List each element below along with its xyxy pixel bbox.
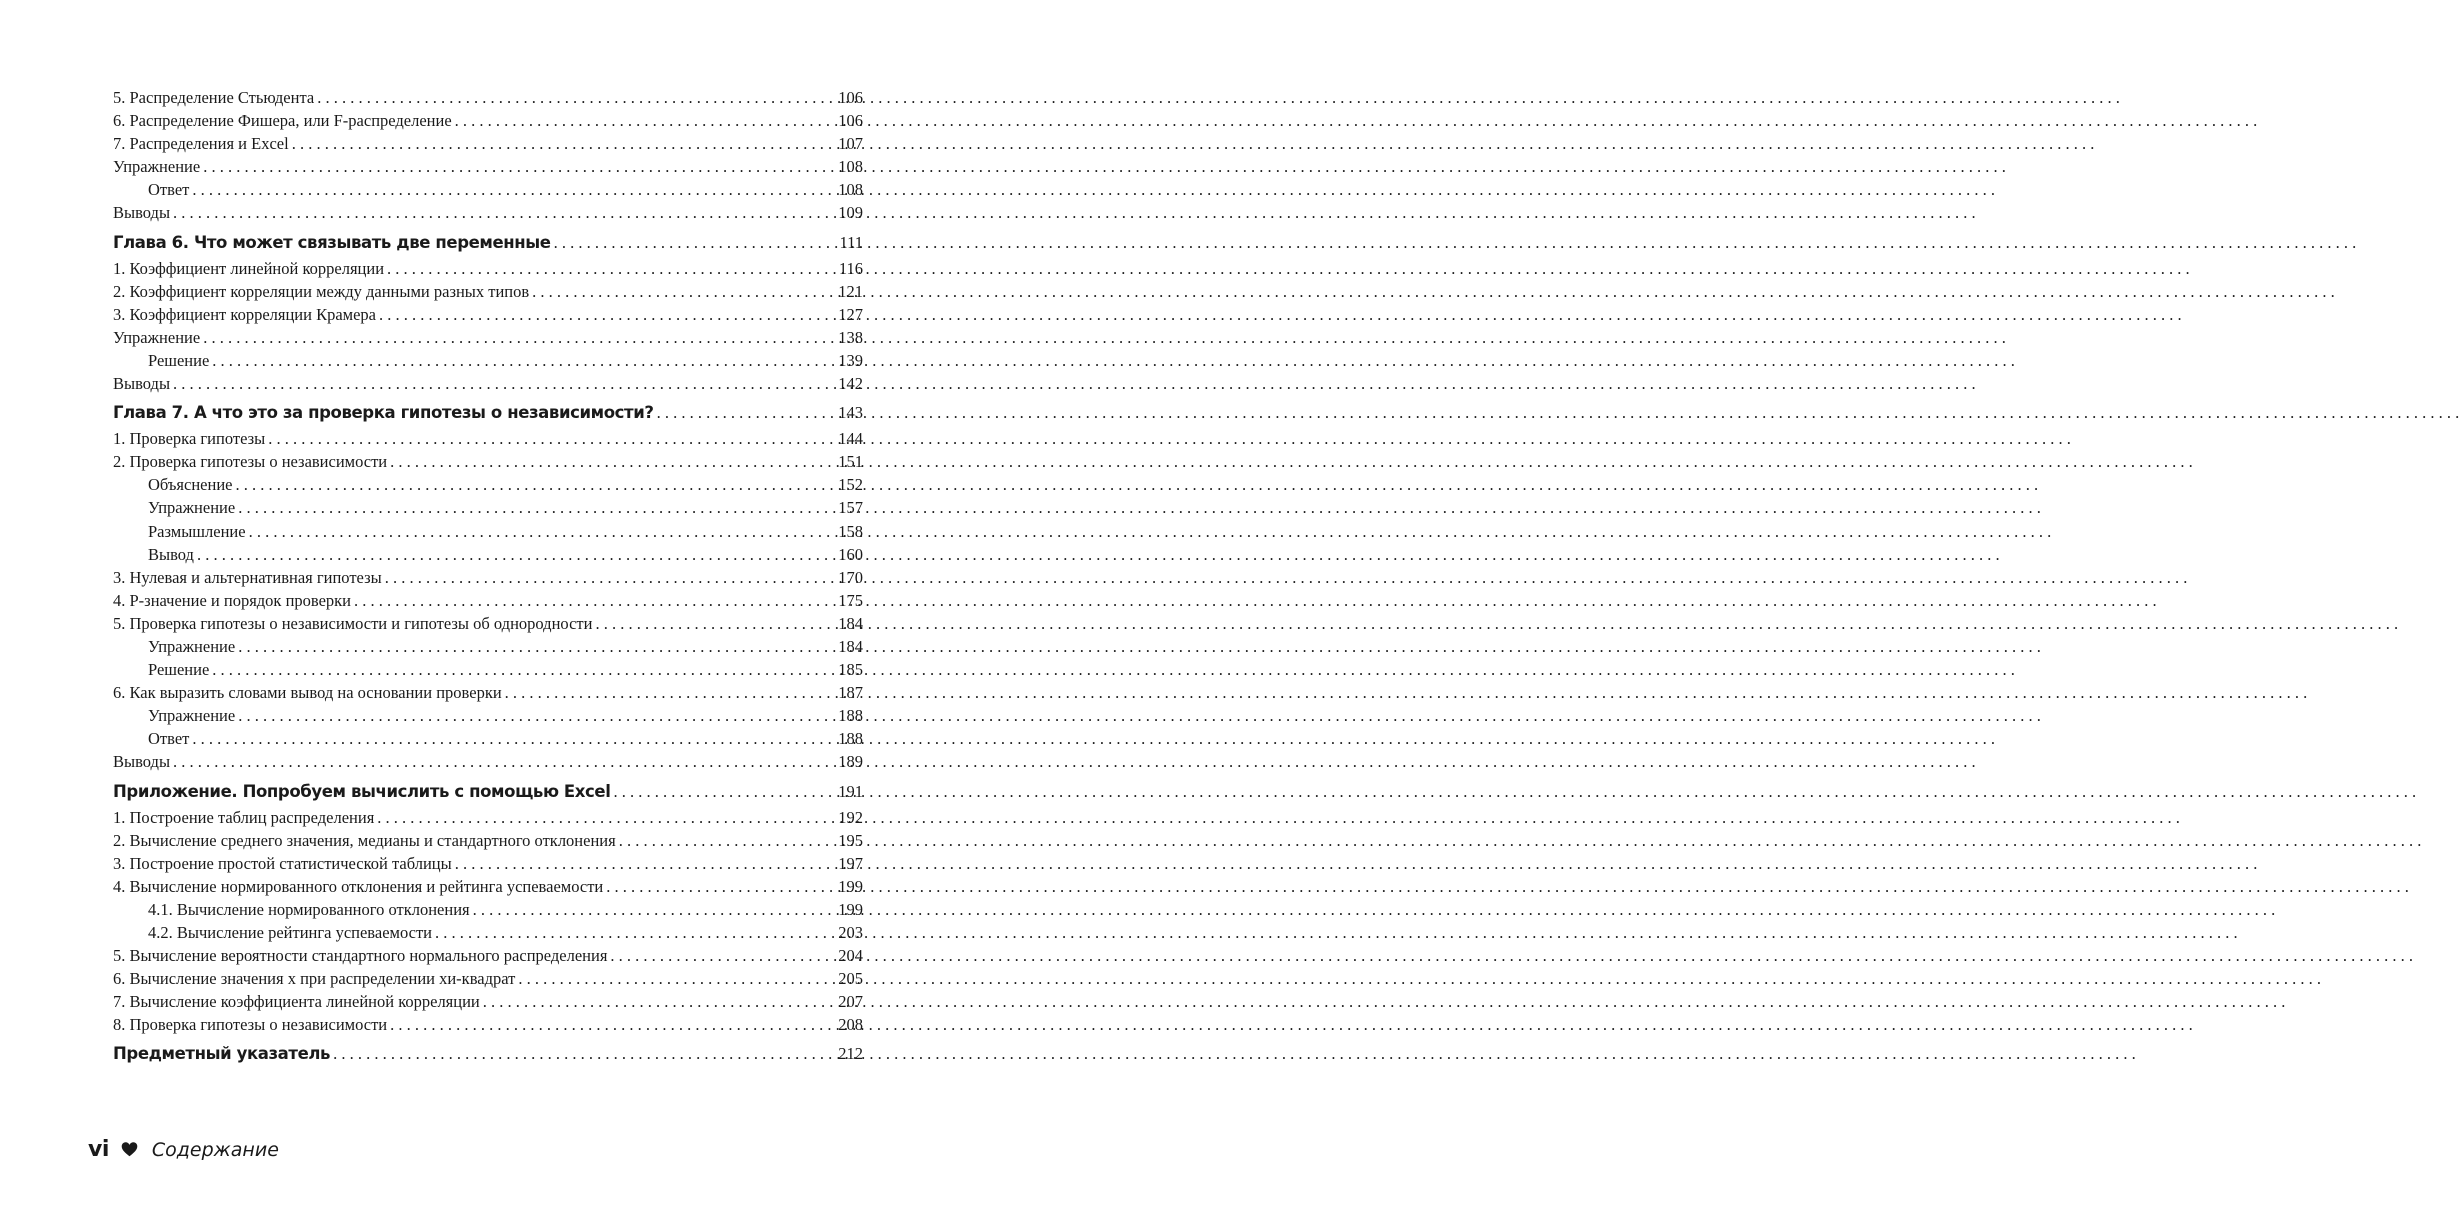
toc-dot-leader	[170, 372, 836, 395]
toc-entry-title: 4. Вычисление нормированного отклонения и рейтинга успеваемости	[113, 876, 604, 896]
toc-entry-title: Упражнение	[148, 636, 236, 656]
section-name: Содержание	[151, 1138, 279, 1161]
toc-entry-page: 151	[838, 452, 863, 472]
toc-entry	[113, 372, 863, 395]
toc-dot-leader	[387, 450, 836, 473]
toc-entry-page: 106	[838, 88, 863, 107]
toc-entry-title: Предметный указатель	[113, 1044, 331, 1064]
toc-entry-page: 107	[838, 134, 863, 154]
toc-entry-page: 108	[838, 157, 863, 177]
toc-entry-title: Приложение. Попробуем вычислить с помощью Excel	[113, 781, 611, 801]
toc-entry	[113, 944, 863, 967]
toc-dot-leader	[470, 898, 837, 921]
toc-entry-title: Упражнение	[113, 327, 201, 347]
toc-dot-leader	[515, 967, 836, 990]
toc-dot-leader	[189, 727, 836, 750]
toc-entry-title: Выводы	[113, 374, 171, 394]
toc-entry-title: 8. Проверка гипотезы о независимости	[113, 1015, 388, 1035]
toc-entry	[113, 566, 863, 589]
toc-entry	[113, 201, 863, 224]
toc-dot-leader	[209, 349, 836, 372]
toc-entry-title: Упражнение	[148, 498, 236, 518]
toc-entry-title: Глава 6. Что может связывать две переменные	[113, 232, 551, 252]
toc-entry	[113, 704, 863, 727]
toc-dot-leader	[603, 875, 836, 898]
toc-dot-leader	[452, 109, 837, 132]
toc-chapter-heading	[113, 777, 863, 806]
toc-dot-leader	[592, 612, 836, 635]
toc-dot-leader	[232, 473, 836, 496]
toc-entry-page: 192	[838, 807, 863, 827]
toc-entry-title: Вывод	[148, 544, 194, 564]
toc-entry-title: Упражнение	[148, 706, 236, 726]
toc-entry	[113, 658, 863, 681]
toc-dot-leader	[209, 658, 836, 681]
toc-entry	[113, 86, 863, 109]
toc-entry-title: 6. Как выразить словами вывод на основании проверки	[113, 683, 502, 703]
toc-entry	[113, 990, 863, 1013]
toc-dot-leader	[265, 427, 836, 450]
toc-entry	[113, 589, 863, 612]
toc-entry-title: 3. Коэффициент корреляции Крамера	[113, 304, 376, 324]
toc-entry-title: 2. Проверка гипотезы о независимости	[113, 452, 388, 472]
toc-entry-title: Упражнение	[113, 157, 201, 177]
page-number: vi	[88, 1137, 109, 1162]
toc-entry	[113, 681, 863, 704]
toc-dot-leader	[330, 1039, 836, 1068]
toc-entry-title: Объяснение	[148, 475, 233, 495]
toc-dot-leader	[654, 398, 837, 427]
toc-entry-title: 6. Распределение Фишера, или F-распределение	[113, 111, 452, 131]
toc-entry-title: 1. Построение таблиц распределения	[113, 807, 375, 827]
toc-entry-title: 5. Вычисление вероятности стандартного нормального распределения	[113, 946, 608, 966]
toc-dot-leader	[351, 589, 836, 612]
toc-entry	[113, 806, 863, 829]
toc-entry	[113, 155, 863, 178]
toc-entry-page: 138	[838, 327, 863, 347]
toc-entry-title: 7. Вычисление коэффициента линейной корреляции	[113, 992, 480, 1012]
page-footer	[88, 1137, 279, 1162]
toc-dot-leader	[200, 155, 836, 178]
heart-icon	[121, 1141, 138, 1158]
toc-entry-page: 106	[838, 111, 863, 131]
toc-entry-title: 2. Вычисление среднего значения, медианы и стандартного отклонения	[113, 830, 616, 850]
toc-entry	[113, 543, 863, 566]
toc-dot-leader	[200, 326, 836, 349]
toc-entry-title: 5. Распределение Стьюдента	[113, 88, 315, 107]
toc-entry-title: Глава 7. А что это за проверка гипотезы о независимости?	[113, 403, 654, 423]
toc-entry-page: 157	[838, 498, 863, 518]
toc-entry	[113, 875, 863, 898]
toc-entry-page: 199	[838, 876, 863, 896]
toc-entry-title: 4. P-значение и порядок проверки	[113, 590, 352, 610]
toc-entry-title: 2. Коэффициент корреляции между данными разных типов	[113, 281, 530, 301]
toc-entry-title: Выводы	[113, 203, 171, 223]
toc-entry-page: 108	[838, 180, 863, 200]
toc-dot-leader	[502, 681, 837, 704]
toc-entry	[113, 829, 863, 852]
toc-entry	[113, 750, 863, 773]
toc-entry	[113, 349, 863, 372]
toc-dot-leader	[246, 520, 837, 543]
toc-chapter-heading	[113, 398, 863, 427]
toc-entry-title: 1. Проверка гипотезы	[113, 429, 266, 449]
toc-entry	[113, 852, 863, 875]
toc-dot-leader	[376, 303, 836, 326]
toc-entry-page: 143	[838, 403, 863, 423]
toc-entry	[113, 1013, 863, 1036]
toc-entry-title: 4.1. Вычисление нормированного отклонения	[148, 899, 470, 919]
toc-entry-page: 199	[838, 899, 863, 919]
toc-entry	[113, 178, 863, 201]
toc-entry-title: Ответ	[148, 729, 190, 749]
toc-chapter-heading	[113, 228, 863, 257]
toc-entry-page: 205	[838, 969, 863, 989]
toc-entry-title: 6. Вычисление значения x при распределении хи-квадрат	[113, 969, 516, 989]
toc-dot-leader	[480, 990, 836, 1013]
toc-entry-page: 170	[838, 567, 863, 587]
toc-entry-page: 197	[838, 853, 863, 873]
toc-entry	[113, 109, 863, 132]
toc-entry-page: 111	[839, 232, 863, 252]
toc-entry	[113, 280, 863, 303]
toc-entry-page: 142	[838, 374, 863, 394]
toc-entry-page: 187	[838, 683, 863, 703]
toc-dot-leader	[170, 750, 836, 773]
toc-entry-page: 175	[838, 590, 863, 610]
toc-dot-leader	[384, 257, 837, 280]
toc-entry-title: 3. Построение простой статистической таблицы	[113, 853, 452, 873]
toc-dot-leader	[551, 228, 838, 257]
toc-entry	[113, 921, 863, 944]
toc-entry	[113, 326, 863, 349]
toc-entry	[113, 898, 863, 921]
toc-entry	[113, 132, 863, 155]
toc-entry-page: 127	[838, 304, 863, 324]
toc-entry-page: 188	[838, 706, 863, 726]
toc-entry-title: Выводы	[113, 752, 171, 772]
toc-entry-page: 184	[838, 613, 863, 633]
toc-entry	[113, 303, 863, 326]
toc-entry	[113, 427, 863, 450]
toc-entry	[113, 967, 863, 990]
toc-entry-title: 7. Распределения и Excel	[113, 134, 289, 154]
toc-dot-leader	[374, 806, 836, 829]
toc-entry-page: 207	[838, 992, 863, 1012]
toc-entry-page: 152	[838, 475, 863, 495]
toc-dot-leader	[189, 178, 836, 201]
toc-chapter-heading	[113, 1039, 863, 1068]
toc-dot-leader	[170, 201, 836, 224]
toc-dot-leader	[607, 944, 836, 967]
toc-entry-page: 121	[838, 281, 863, 301]
toc-entry-page: 203	[838, 923, 863, 942]
toc-entry-title: 1. Коэффициент линейной корреляции	[113, 258, 385, 278]
toc-dot-leader	[610, 777, 836, 806]
toc-entry-page: 158	[838, 521, 863, 541]
toc-entry-page: 139	[838, 350, 863, 370]
toc-dot-leader	[235, 635, 836, 658]
toc-entry-page: 184	[838, 636, 863, 656]
toc-entry-title: Решение	[148, 350, 210, 370]
toc-entry	[113, 496, 863, 519]
toc-dot-leader	[314, 86, 836, 109]
toc-dot-leader	[432, 921, 836, 944]
toc-entry-title: Решение	[148, 660, 210, 680]
toc-entry-page: 195	[838, 830, 863, 850]
toc-entry	[113, 450, 863, 473]
toc-entry	[113, 257, 863, 280]
toc-entry-title: Размышление	[148, 521, 246, 541]
toc-dot-leader	[382, 566, 837, 589]
toc-entry	[113, 612, 863, 635]
toc-entry	[113, 727, 863, 750]
toc-dot-leader	[452, 852, 837, 875]
toc-dot-leader	[235, 704, 836, 727]
toc-entry-page: 212	[838, 1044, 863, 1064]
toc-entry-page: 185	[838, 660, 863, 680]
toc-entry-page: 191	[838, 781, 863, 801]
toc-entry-title: 5. Проверка гипотезы о независимости и гипотезы об однородности	[113, 613, 593, 633]
toc-entry-title: Ответ	[148, 180, 190, 200]
toc-entry-page: 144	[838, 429, 863, 449]
toc-entry	[113, 520, 863, 543]
toc-entry	[113, 473, 863, 496]
toc-entry-page: 160	[838, 544, 863, 564]
toc-entry-page: 189	[838, 752, 863, 772]
toc-dot-leader	[529, 280, 836, 303]
toc-entry-page: 109	[838, 203, 863, 223]
toc-entry-title: 4.2. Вычисление рейтинга успеваемости	[148, 923, 432, 942]
toc-entry-page: 188	[838, 729, 863, 749]
toc-dot-leader	[387, 1013, 836, 1036]
toc-dot-leader	[616, 829, 837, 852]
table-of-contents	[113, 86, 863, 1068]
toc-entry	[113, 635, 863, 658]
toc-dot-leader	[194, 543, 836, 566]
toc-entry-page: 208	[838, 1015, 863, 1035]
toc-entry-page: 204	[838, 946, 863, 966]
toc-entry-page: 116	[838, 258, 863, 278]
toc-dot-leader	[235, 496, 836, 519]
toc-dot-leader	[289, 132, 837, 155]
toc-entry-title: 3. Нулевая и альтернативная гипотезы	[113, 567, 382, 587]
